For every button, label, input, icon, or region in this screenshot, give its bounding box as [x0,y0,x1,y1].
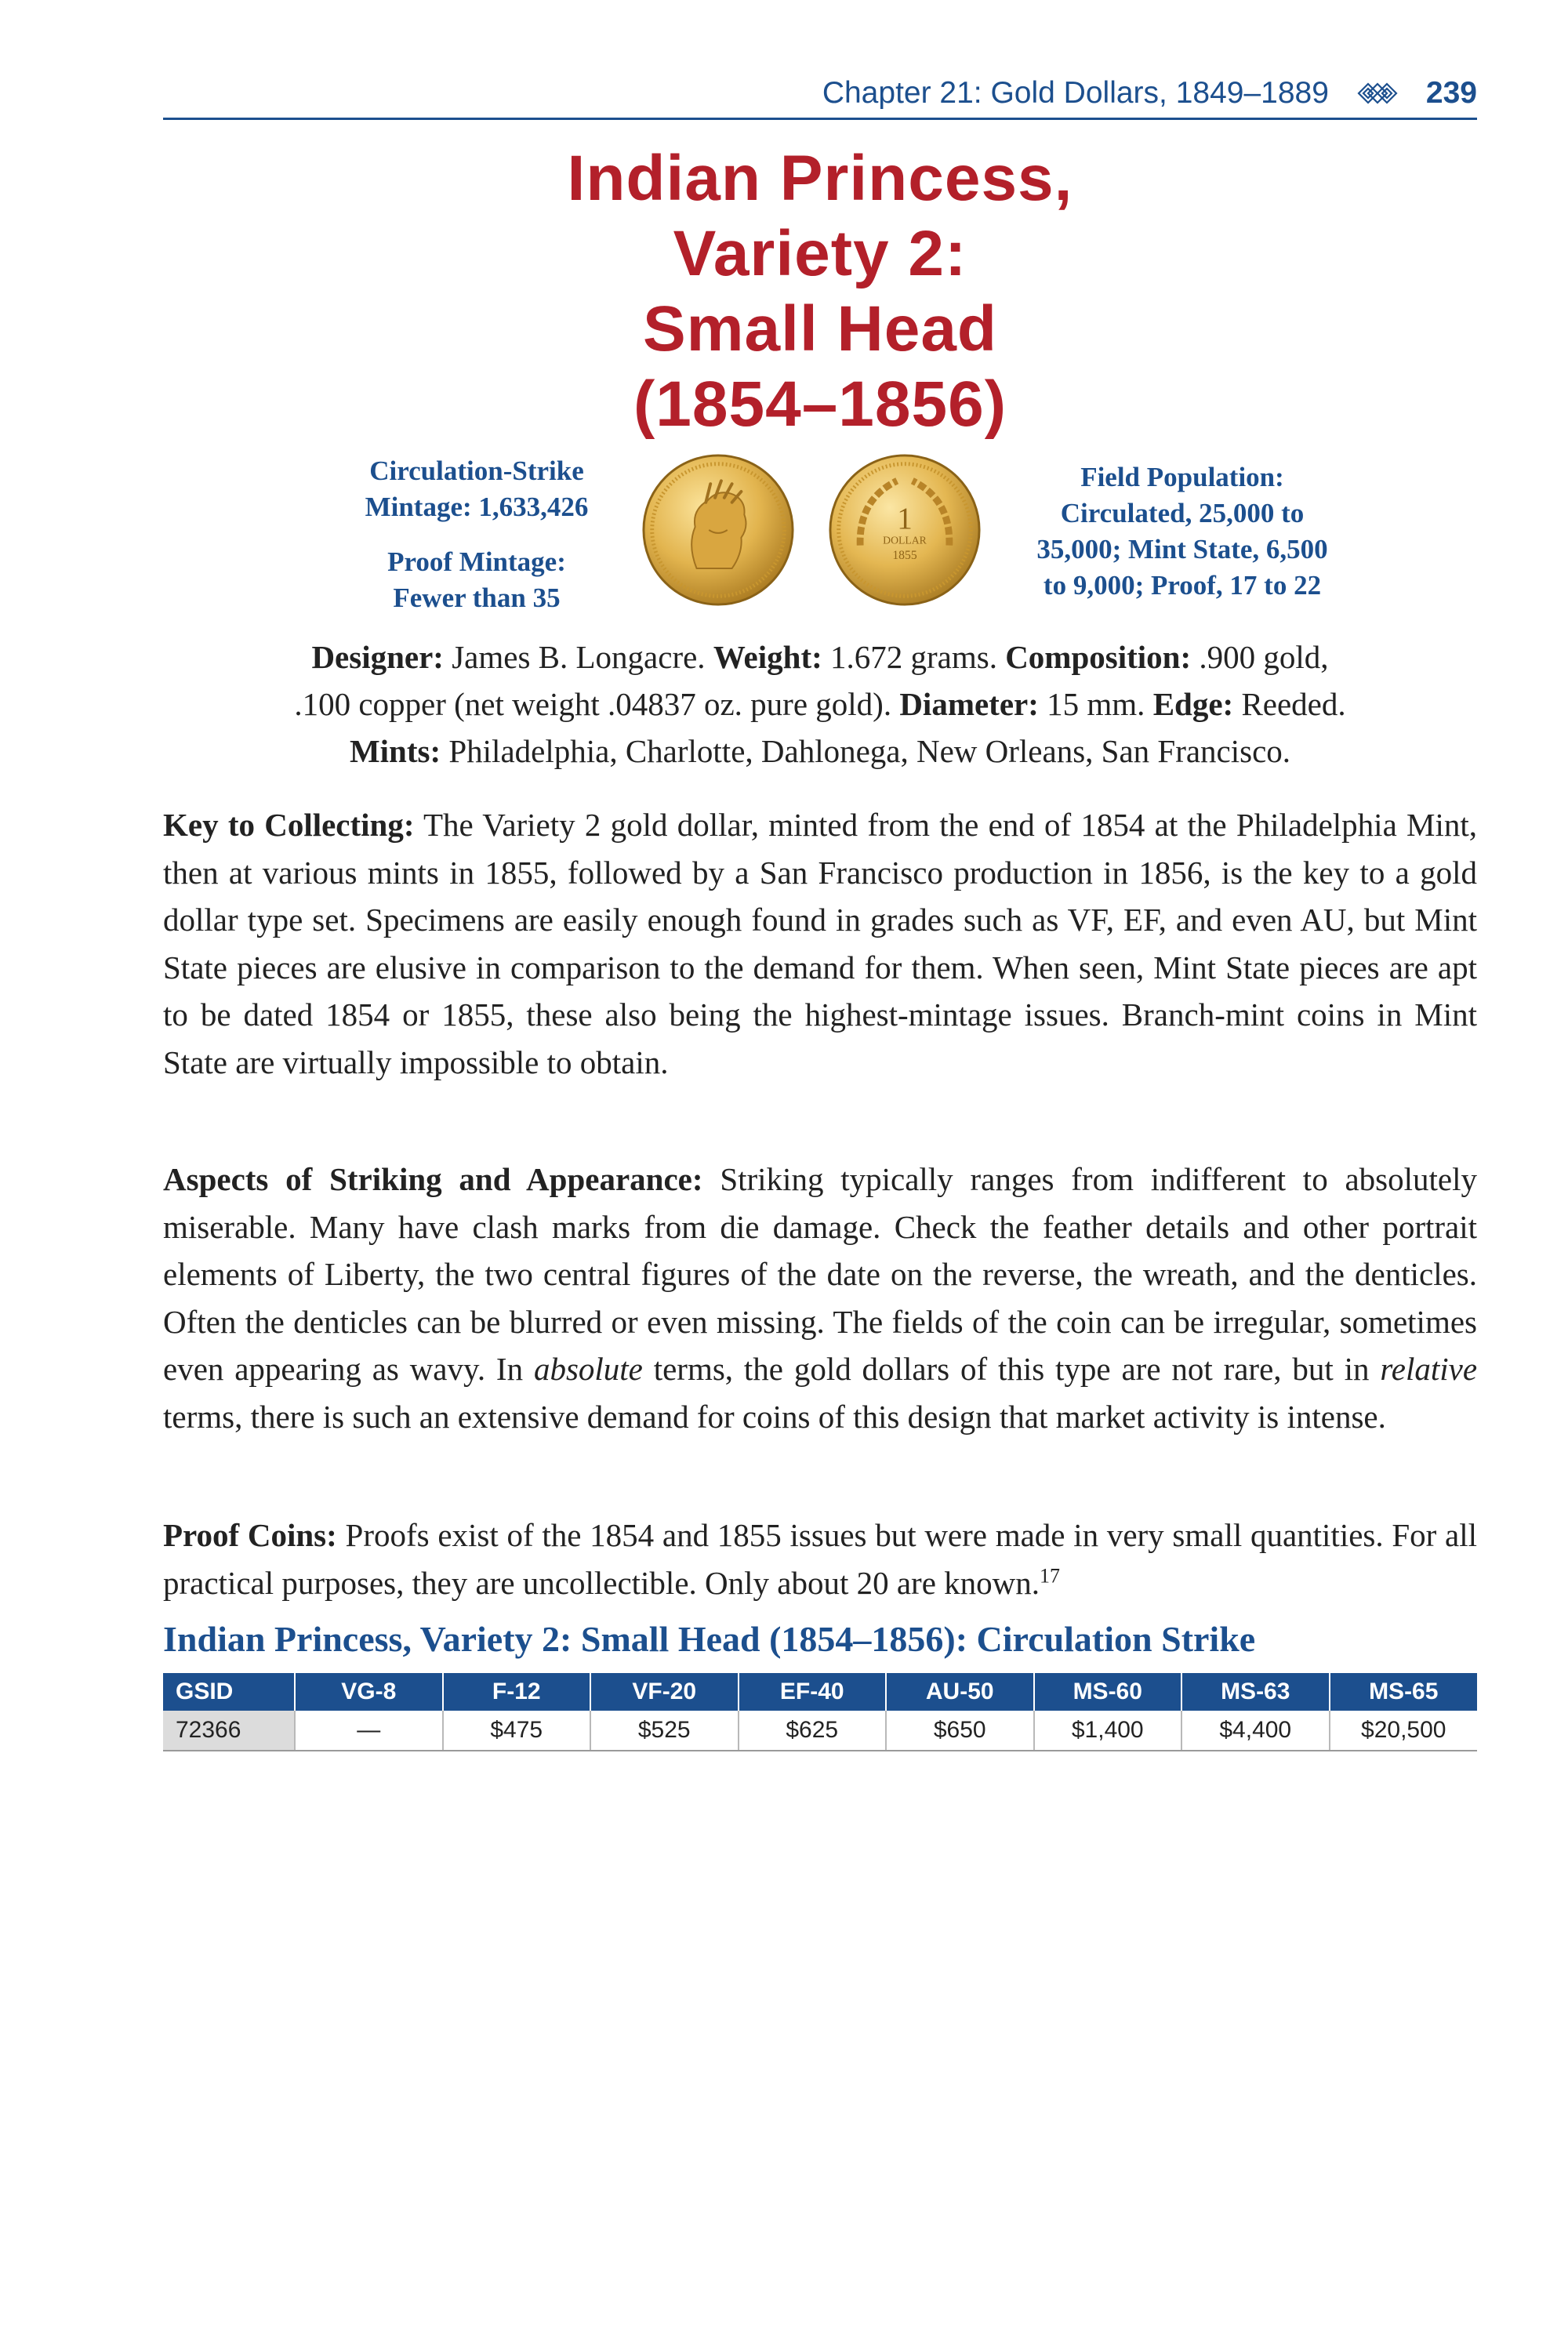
paragraph-text: Striking typically ranges from indifferent to absolutely miserable. Many have clash marks from die damage. Check the feather details and other portrait elements of Liberty, the two central figures of the date on the reverse, the wreath, and the denticles. Often the denticles can be blurred or even missing. The fields of the coin can be irregular, sometimes even appearing as wavy. In [163,1161,1478,1387]
footnote-marker: 17 [1040,1563,1061,1587]
coin-word: DOLLAR [883,534,927,546]
price-table [163,1673,1477,1751]
population-line: to 9,000; Proof, 17 to 22 [1043,570,1322,601]
diameter-value: 15 mm. [1047,686,1145,722]
title-line: Small Head [642,293,998,365]
weight-value: 1.672 grams. [830,639,997,675]
table-cell: $525 [590,1711,739,1751]
paragraph-text: Proofs exist of the 1854 and 1855 issues but were made in very small quantities. For all practical purposes, they are uncollectible. Only about 20 are known. [163,1517,1478,1601]
table-cell: $625 [739,1711,887,1751]
circulation-mintage-value: Mintage: 1,633,426 [365,492,589,522]
table-cell: — [295,1711,443,1751]
table-cell: $475 [443,1711,591,1751]
title-line: Indian Princess, [567,143,1073,214]
composition-label: Composition: [1005,639,1192,675]
coin-date: 1855 [892,549,917,563]
key-to-collecting-paragraph [163,801,1477,1086]
chapter-title: Chapter 21: Gold Dollars, 1849–1889 [822,76,1329,110]
page-number: 239 [1425,76,1477,110]
proof-mintage-value: Fewer than 35 [393,583,561,613]
column-header: MS-60 [1034,1673,1182,1711]
title-line: (1854–1856) [633,368,1007,440]
diameter-label: Diameter: [899,686,1039,722]
page-title [163,141,1477,442]
diamond-lattice-ornament-icon [1356,81,1399,106]
paragraph-text: terms, the gold dollars of this type are not rare, but in [653,1351,1370,1387]
striking-appearance-paragraph [163,1156,1477,1440]
table-cell: $20,500 [1330,1711,1478,1751]
population-line: Circulated, 25,000 to [1060,498,1305,528]
proof-coins-paragraph [163,1512,1477,1606]
edge-label: Edge: [1152,686,1234,722]
population-line: Field Population: [1080,462,1284,492]
column-header: EF-40 [739,1673,887,1711]
circulation-mintage-label: Circulation-Strike [369,456,584,486]
title-line: Variety 2: [673,218,967,289]
column-header: MS-65 [1330,1673,1478,1711]
running-header [163,69,1477,120]
coin-specifications [163,633,1477,775]
paragraph-heading: Aspects of Striking and Appearance: [163,1161,703,1197]
weight-label: Weight: [713,639,822,675]
table-cell: $650 [886,1711,1034,1751]
table-header-row [163,1673,1477,1711]
table-cell: $1,400 [1034,1711,1182,1751]
designer-label: Designer: [311,639,444,675]
column-header: VF-20 [590,1673,739,1711]
mints-value: Philadelphia, Charlotte, Dahlonega, New Orleans, San Francisco. [448,733,1291,769]
column-header: AU-50 [886,1673,1034,1711]
emphasis-text: relative [1380,1351,1478,1387]
column-header: GSID [163,1673,295,1711]
population-line: 35,000; Mint State, 6,500 [1036,534,1328,564]
coin-denomination: 1 [897,502,913,536]
paragraph-text: terms, there is such an extensive demand for coins of this design that market activity is intense. [163,1398,1386,1435]
proof-mintage-label: Proof Mintage: [387,546,566,577]
emphasis-text: absolute [533,1351,643,1387]
table-cell-gsid: 72366 [163,1711,295,1751]
column-header: VG-8 [295,1673,443,1711]
edge-value: Reeded. [1241,686,1346,722]
composition-value: .900 gold, [1199,639,1329,675]
column-header: F-12 [443,1673,591,1711]
mints-label: Mints: [349,733,441,769]
mintage-block [336,453,618,616]
price-table-title: Indian Princess, Variety 2: Small Head (1854–1856): Circulation Strike [163,1619,1256,1659]
table-row [163,1711,1477,1751]
field-population-block [1010,459,1355,604]
column-header: MS-63 [1181,1673,1330,1711]
composition-value: .100 copper (net weight .04837 oz. pure gold). [294,686,892,722]
paragraph-text: The Variety 2 gold dollar, minted from the end of 1854 at the Philadelphia Mint, then at various mints in 1855, followed by a San Francisco production in 1856, is the key to a gold dollar type set. Specimens are easily enough found in grades such as VF, EF, and even AU, but Mint State pieces are elusive in comparison to the demand for them. When seen, Mint State pieces are apt to be dated 1854 or 1855, these also being the highest-mintage issues. Branch-mint coins in Mint State are virtually impossible to obtain. [163,807,1477,1080]
gold-coin-obverse-icon [641,453,795,607]
gold-coin-reverse-icon [828,453,982,607]
table-cell: $4,400 [1181,1711,1330,1751]
paragraph-heading: Proof Coins: [163,1517,337,1553]
book-page [163,0,1477,2352]
designer-value: James B. Longacre. [452,639,706,675]
paragraph-heading: Key to Collecting: [163,807,415,843]
